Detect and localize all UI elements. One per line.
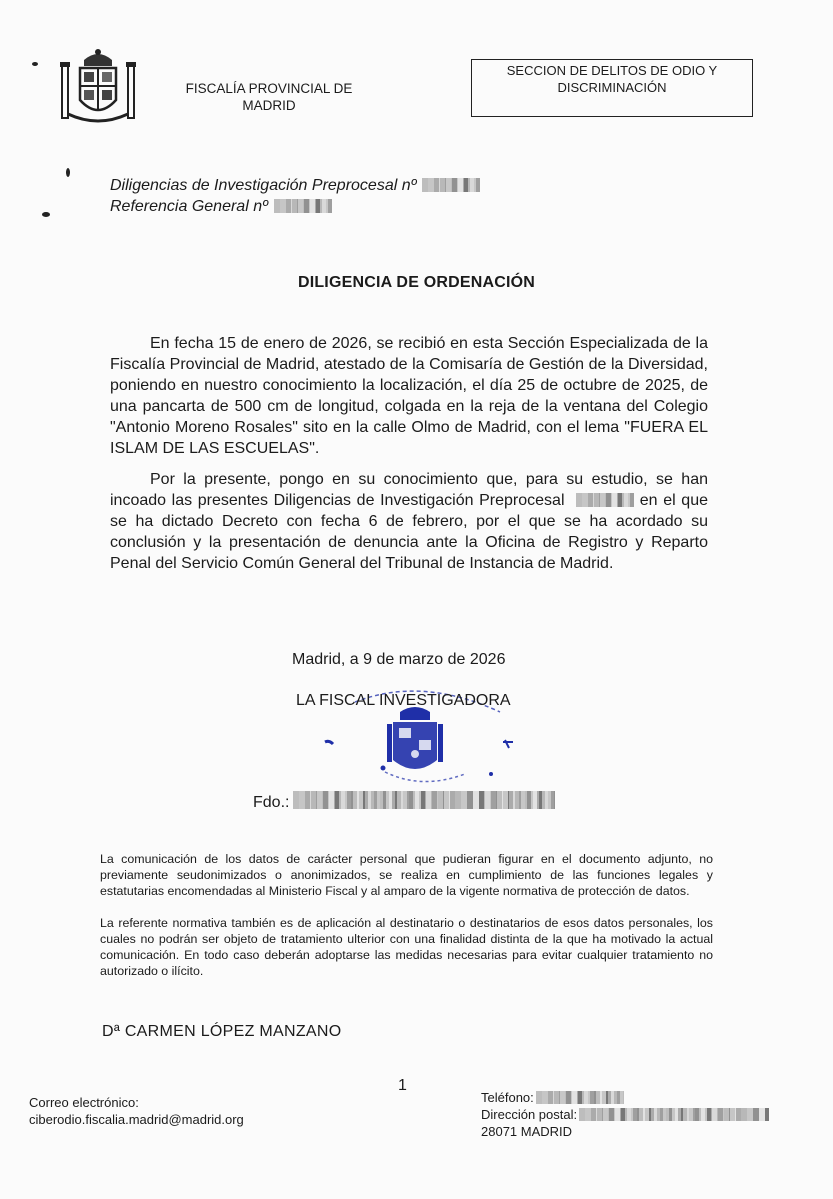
- paragraph-2-part-2: en el que se ha dictado Decreto con fecha 6 de febrero, por el que se ha acordado su conclusión y la presentación de denuncia ante la Oficina de Registro y Reparto Penal del Servicio Común General del Tribunal de Instancia de Madrid.: [110, 492, 708, 572]
- privacy-notice-1: La comunicación de los datos de carácter personal que pudieran figurar en el documento adjunto, no previamente seudonimizados o anonimizados, se realiza en cumplimiento de las funciones legales y estatutarias encomendadas al Ministerio Fiscal y al amparo de la vigente normativa de protección de datos.: [100, 852, 713, 898]
- body-paragraph-1: En fecha 15 de enero de 2026, se recibió en esta Sección Especializada de la Fiscalía Provincial de Madrid, atestado de la Comisaría de Gestión de la Diversidad, poniendo en nuestro conocimiento la localización, el día 25 de octubre de 2025, de una pancarta de 500 cm de longitud, colgada en la reja de la ventana del Colegio "Antonio Moreno Rosales" sito en la calle Olmo de Madrid, con el lema "FUERA EL ISLAM DE LAS ESCUELAS".: [110, 335, 708, 457]
- redacted-phone: [536, 1091, 624, 1104]
- address-line: [481, 1106, 769, 1123]
- email-label: Correo electrónico:: [29, 1095, 139, 1110]
- signer-role: LA FISCAL INVESTIGADORA: [296, 692, 511, 709]
- diligencias-label: Diligencias de Investigación Preprocesal nº: [110, 177, 417, 194]
- redacted-address: [579, 1108, 769, 1121]
- address-label: Dirección postal:: [481, 1107, 578, 1122]
- phone-label: Teléfono:: [481, 1090, 534, 1105]
- redacted-number: [274, 199, 332, 213]
- privacy-notice-2: La referente normativa también es de aplicación al destinatario o destinatarios de esos datos personales, los cuales no podrán ser objeto de tratamiento ulterior con una finalidad distinta de la que ha motivado la actual comunicación. En todo caso deberán adoptarse las medidas necesarias para evitar cualquier tratamiento no autorizado o ilícito.: [100, 916, 713, 978]
- scan-speck: [66, 168, 70, 177]
- document-title: DILIGENCIA DE ORDENACIÓN: [297, 274, 536, 291]
- paragraph-2-part-1: Por la presente, pongo en su conocimiento que, para su estudio, se han incoado las presentes Diligencias de Investigación Preprocesal: [110, 471, 708, 509]
- section-box: [471, 59, 753, 117]
- scan-speck: [32, 62, 38, 66]
- phone-line: [481, 1089, 769, 1106]
- postal-city: 28071 MADRID: [481, 1124, 573, 1139]
- footer-address: [481, 1089, 769, 1140]
- page-number: 1: [398, 1077, 407, 1094]
- body-paragraph-2: [110, 469, 708, 574]
- redacted-number: [576, 493, 634, 507]
- signed-by: [253, 791, 555, 812]
- recipient-name: Dª CARMEN LÓPEZ MANZANO: [102, 1023, 342, 1040]
- redacted-signature: [293, 791, 555, 809]
- section-line-2: DISCRIMINACIÓN: [557, 80, 667, 95]
- section-line-1: SECCION DE DELITOS DE ODIO Y: [506, 63, 718, 78]
- org-line-1: FISCALÍA PROVINCIAL DE: [185, 81, 353, 96]
- referencia-general: [110, 197, 332, 216]
- email-address[interactable]: ciberodio.fiscalia.madrid@madrid.org: [29, 1112, 244, 1127]
- referencia-label: Referencia General nº: [110, 198, 268, 215]
- org-line-2: MADRID: [242, 98, 296, 113]
- fdo-label: Fdo.:: [253, 794, 290, 811]
- issuing-organization: [164, 80, 374, 114]
- redacted-number: [422, 178, 480, 192]
- scan-speck: [42, 212, 50, 217]
- coat-of-arms-icon: [58, 48, 138, 128]
- footer-contact: [29, 1094, 244, 1128]
- diligencias-reference: [110, 176, 480, 195]
- place-date: Madrid, a 9 de marzo de 2026: [292, 651, 506, 668]
